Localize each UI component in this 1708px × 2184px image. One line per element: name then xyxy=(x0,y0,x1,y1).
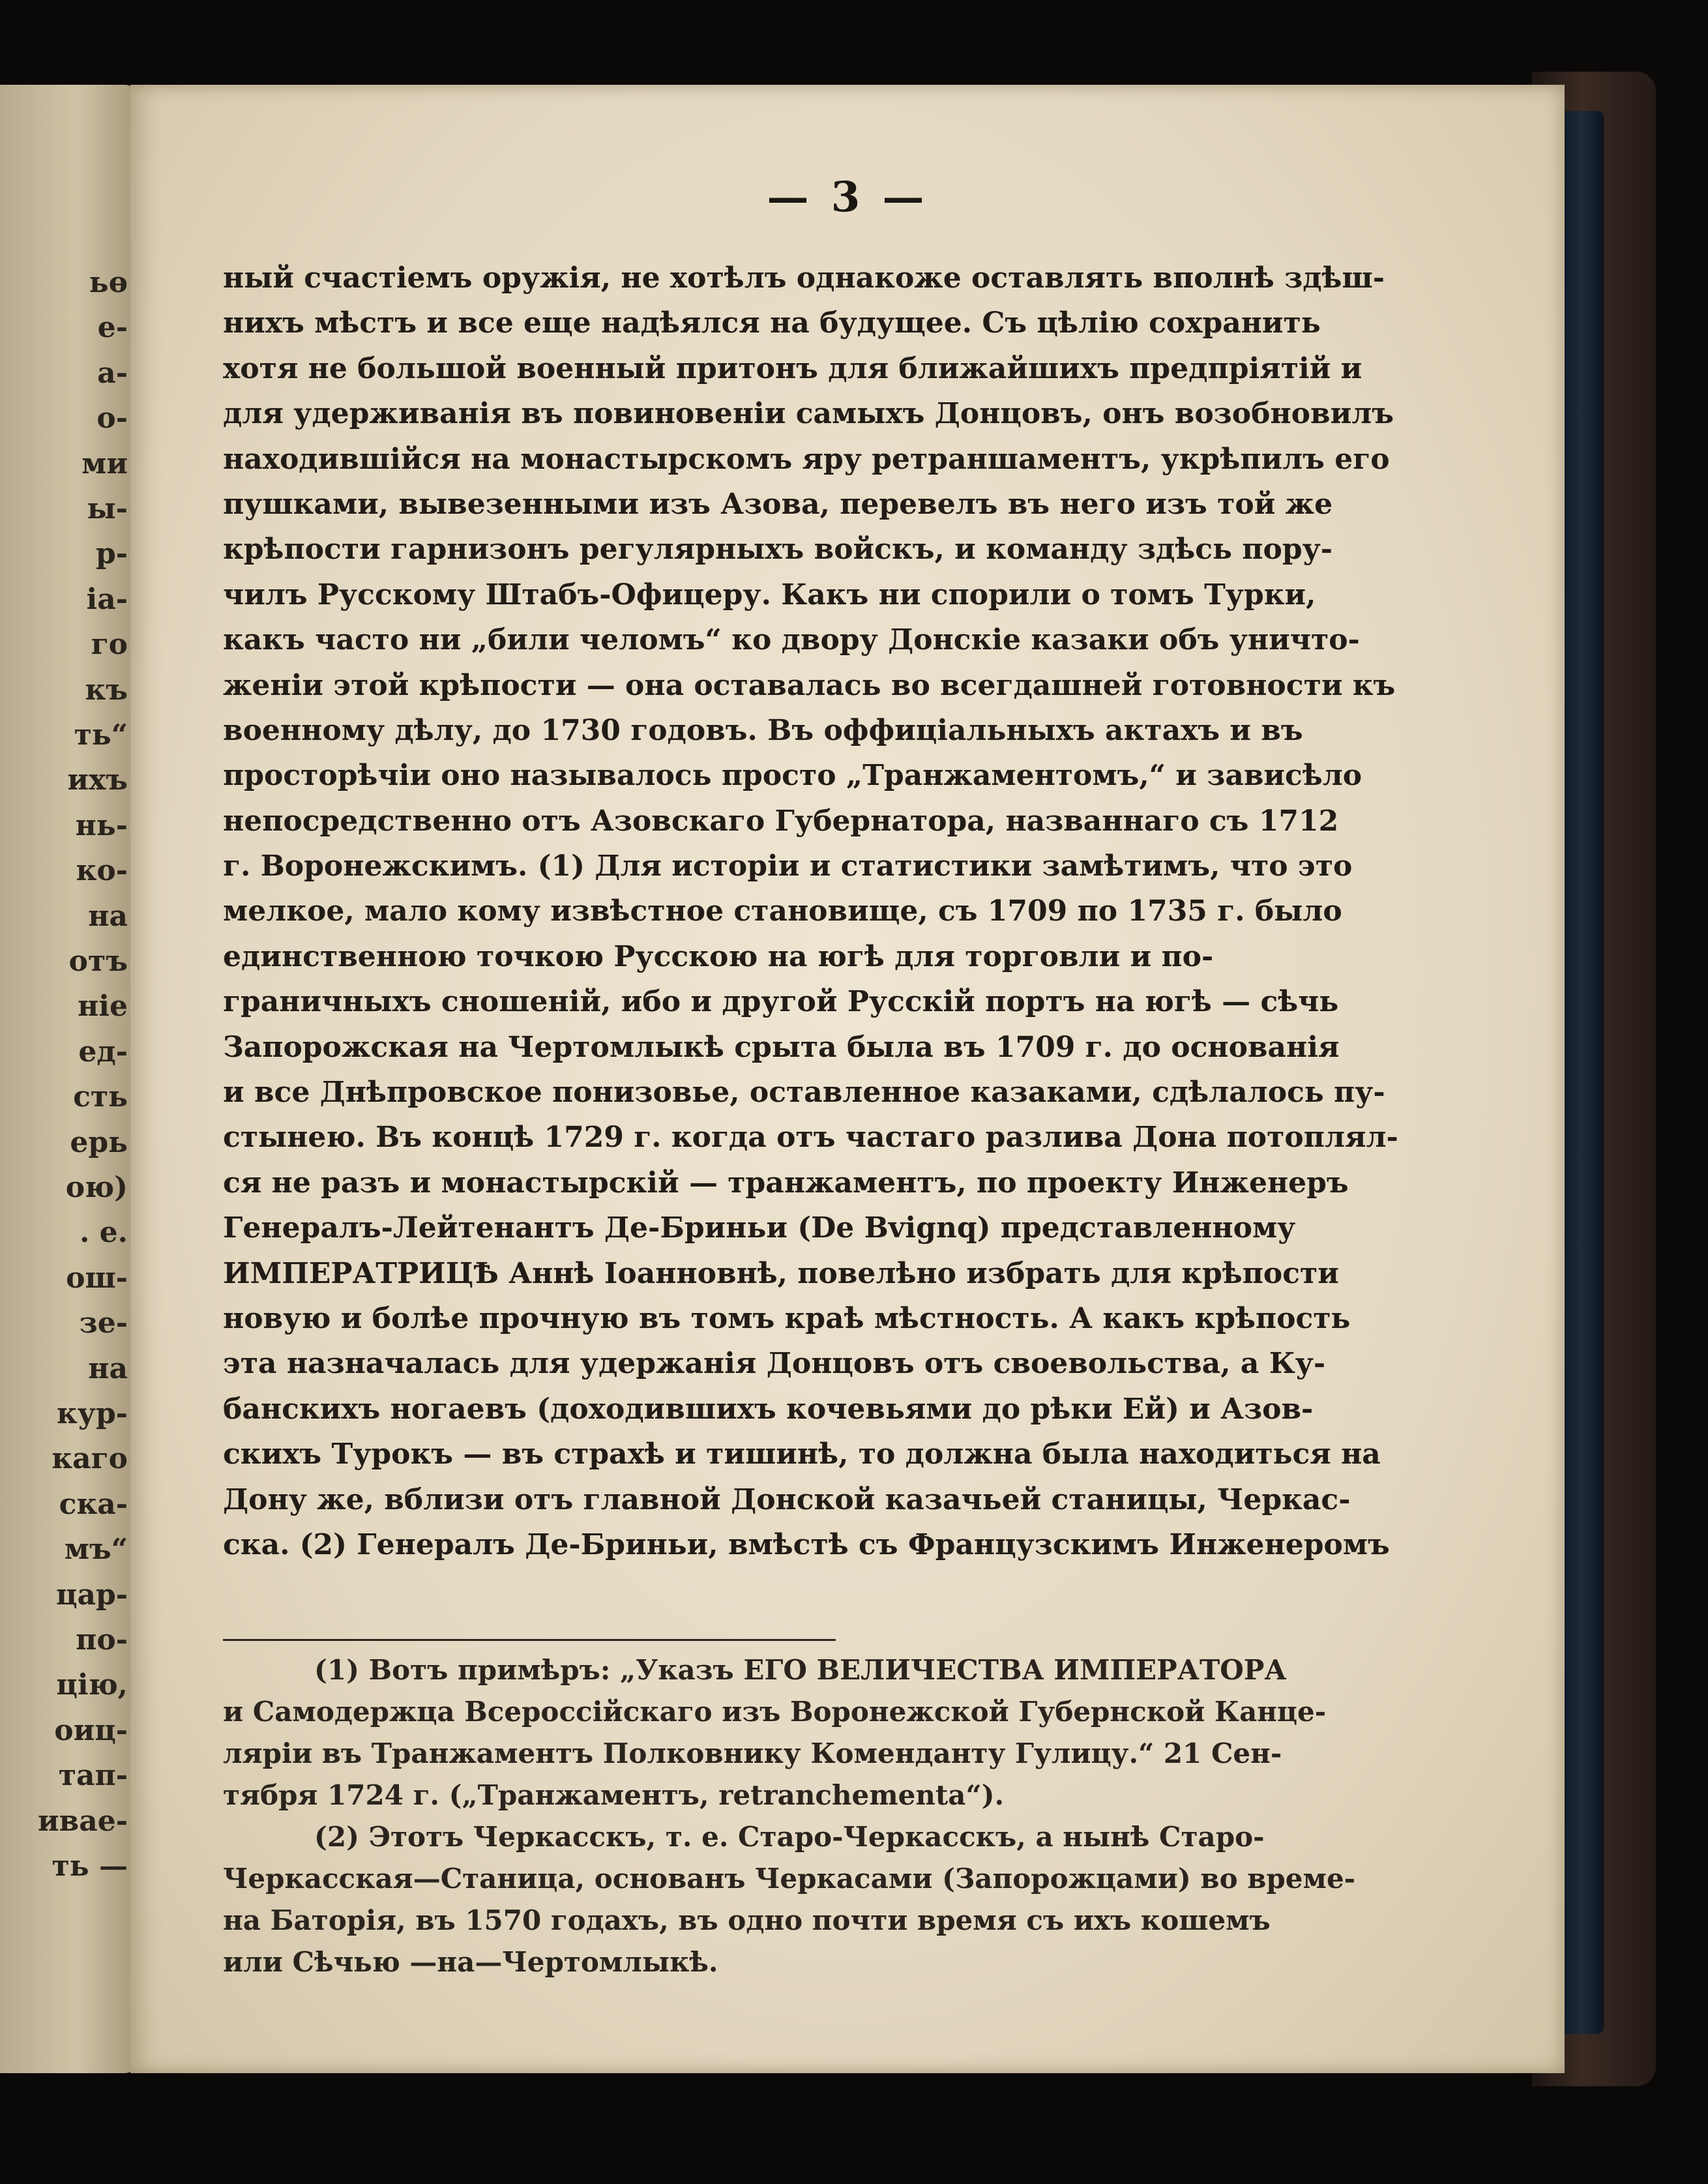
previous-page-fragment: ніе xyxy=(78,990,128,1024)
previous-page-fragment: ть“ xyxy=(74,718,128,752)
text-line: Запорожская на Чертомлыкѣ срыта была въ 1709 г. до основанія xyxy=(223,1030,1340,1064)
footnote-line: ляріи въ Транжаментъ Полковнику Коменданту Гулицу.“ 21 Сен- xyxy=(223,1737,1282,1769)
text-line: стынею. Въ концѣ 1729 г. когда отъ частаго разлива Дона потоплял- xyxy=(223,1121,1398,1155)
page-number: — 3 — xyxy=(767,173,928,222)
text-line: скихъ Турокъ — въ страхѣ и тишинѣ, то должна была находиться на xyxy=(223,1438,1381,1471)
text-line: ный счастіемъ оружія, не хотѣлъ однакоже оставлять вполнѣ здѣш- xyxy=(223,261,1385,295)
text-line: г. Воронежскимъ. (1) Для исторіи и статистики замѣтимъ, что это xyxy=(223,849,1353,883)
previous-page-fragment: ихъ xyxy=(67,763,128,797)
text-line: мелкое, мало кому извѣстное становище, съ 1709 по 1735 г. было xyxy=(223,894,1342,928)
footnote-line: тября 1724 г. („Транжаментъ, retranchementa“). xyxy=(223,1779,1005,1811)
text-line: новую и болѣе прочную въ томъ краѣ мѣстность. А какъ крѣпость xyxy=(223,1301,1351,1335)
text-line: какъ часто ни „били челомъ“ ко двору Донскіе казаки объ уничто- xyxy=(223,623,1360,657)
previous-page-fragment: кур- xyxy=(57,1397,128,1430)
text-line: пушками, вывезенными изъ Азова, перевелъ въ него изъ той же xyxy=(223,487,1333,521)
text-line: и все Днѣпровское понизовье, оставленное казаками, сдѣлалось пу- xyxy=(223,1076,1385,1110)
previous-page-fragment: е- xyxy=(97,311,128,345)
previous-page-fragment: по- xyxy=(76,1623,128,1657)
previous-page-fragment: зе- xyxy=(79,1306,128,1340)
text-line: нихъ мѣстъ и все еще надѣялся на будущее. Съ цѣлію сохранить xyxy=(223,306,1321,340)
footnote-line: и Самодержца Всероссійскаго изъ Воронежской Губернской Канце- xyxy=(223,1696,1327,1728)
text-line: ска. (2) Генералъ Де-Бриньи, вмѣстѣ съ Французскимъ Инженеромъ xyxy=(223,1527,1390,1561)
footnote-line: или Сѣчью —на—Чертомлыкѣ. xyxy=(223,1946,718,1978)
previous-page-fragment: ть — xyxy=(52,1850,128,1883)
previous-page-fragment: сть xyxy=(73,1080,128,1114)
previous-page-fragment: ска- xyxy=(59,1487,128,1521)
footnote-line: (1) Вотъ примѣръ: „Указъ ЕГО ВЕЛИЧЕСТВА ИМПЕРАТОРА xyxy=(314,1654,1287,1686)
text-line: просторѣчіи оно называлось просто „Транжаментомъ,“ и зависѣло xyxy=(223,759,1362,793)
previous-page-fragment: нь- xyxy=(75,808,128,842)
previous-page-fragment: ед- xyxy=(78,1035,128,1069)
text-line: граничныхъ сношеній, ибо и другой Русскій портъ на югѣ — сѣчь xyxy=(223,985,1339,1019)
footnotes xyxy=(223,1649,1481,1983)
text-line: Генералъ-Лейтенантъ Де-Бриньи (De Bvignq) представленному xyxy=(223,1211,1296,1245)
previous-page-fragment: р- xyxy=(95,537,128,571)
previous-page-fragment: ою) xyxy=(65,1171,128,1204)
previous-page-fragment: мъ“ xyxy=(64,1533,128,1567)
text-line: непосредственно отъ Азовскаго Губернатора, названнаго съ 1712 xyxy=(223,804,1339,838)
previous-page-fragment: ерь xyxy=(70,1125,128,1159)
previous-page-fragment: ош- xyxy=(66,1261,128,1295)
previous-page-fragment: ко- xyxy=(76,854,128,888)
footnote-line: Черкасская—Станица, основанъ Черкасами (Запорожцами) во време- xyxy=(223,1863,1356,1895)
bookmark-ribbon xyxy=(1558,111,1604,2034)
previous-page-fragment: ы- xyxy=(87,492,128,525)
previous-page-fragment: оиц- xyxy=(54,1713,128,1747)
previous-page-fragment: на xyxy=(88,899,128,933)
previous-page-fragment: го xyxy=(91,628,128,662)
previous-page-fragment: цар- xyxy=(55,1578,128,1612)
previous-page-fragment: тап- xyxy=(58,1759,128,1793)
previous-page-fragment: цію, xyxy=(56,1668,128,1702)
previous-page-fragment: на xyxy=(88,1351,128,1385)
previous-page-fragment: . е. xyxy=(80,1216,128,1250)
previous-page-fragment: ми xyxy=(81,447,128,480)
text-line: эта назначалась для удержанія Донцовъ отъ своевольства, а Ку- xyxy=(223,1347,1326,1381)
text-line: банскихъ ногаевъ (доходившихъ кочевьями до рѣки Ей) и Азов- xyxy=(223,1392,1314,1426)
text-line: хотя не большой военный притонъ для ближайшихъ предпріятій и xyxy=(223,351,1362,385)
previous-page-edge xyxy=(0,85,137,2073)
text-line: единственною точкою Русскою на югѣ для торговли и по- xyxy=(223,939,1214,973)
footnote-line: (2) Этотъ Черкасскъ, т. е. Старо-Черкасскъ, а нынѣ Старо- xyxy=(314,1821,1265,1853)
text-line: для удерживанія въ повиновеніи самыхъ Донцовъ, онъ возобновилъ xyxy=(223,397,1394,431)
previous-page-fragment: ьө xyxy=(89,266,128,299)
footnote-divider xyxy=(223,1639,836,1641)
text-line: Дону же, вблизи отъ главной Донской казачьей станицы, Черкас- xyxy=(223,1483,1351,1516)
text-line: ся не разъ и монастырскій — транжаментъ, по проекту Инженеръ xyxy=(223,1166,1349,1200)
previous-page-fragment: къ xyxy=(85,673,128,707)
text-line: находившійся на монастырскомъ яру ретраншаментъ, укрѣпилъ его xyxy=(223,442,1390,476)
previous-page-fragment: іа- xyxy=(86,582,128,616)
previous-page-fragment: ивае- xyxy=(38,1804,128,1838)
previous-page-fragment: каго xyxy=(52,1442,128,1476)
text-line: военному дѣлу, до 1730 годовъ. Въ оффиціальныхъ актахъ и въ xyxy=(223,713,1303,747)
text-line: ИМПЕРАТРИЦѢ Аннѣ Іоанновнѣ, повелѣно избрать для крѣпости xyxy=(223,1256,1339,1290)
book-page xyxy=(130,85,1565,2073)
previous-page-fragment: а- xyxy=(97,356,128,390)
footnote-line: на Баторія, въ 1570 годахъ, въ одно почти время съ ихъ кошемъ xyxy=(223,1904,1271,1936)
previous-page-fragment: отъ xyxy=(68,945,128,978)
previous-page-fragment: о- xyxy=(96,402,128,435)
body-text xyxy=(223,256,1481,1567)
text-line: женіи этой крѣпости — она оставалась во всегдашней готовности къ xyxy=(223,668,1396,702)
text-line: крѣпости гарнизонъ регулярныхъ войскъ, и команду здѣсь пору- xyxy=(223,533,1333,567)
text-line: чилъ Русскому Штабъ-Офицеру. Какъ ни спорили о томъ Турки, xyxy=(223,578,1316,612)
